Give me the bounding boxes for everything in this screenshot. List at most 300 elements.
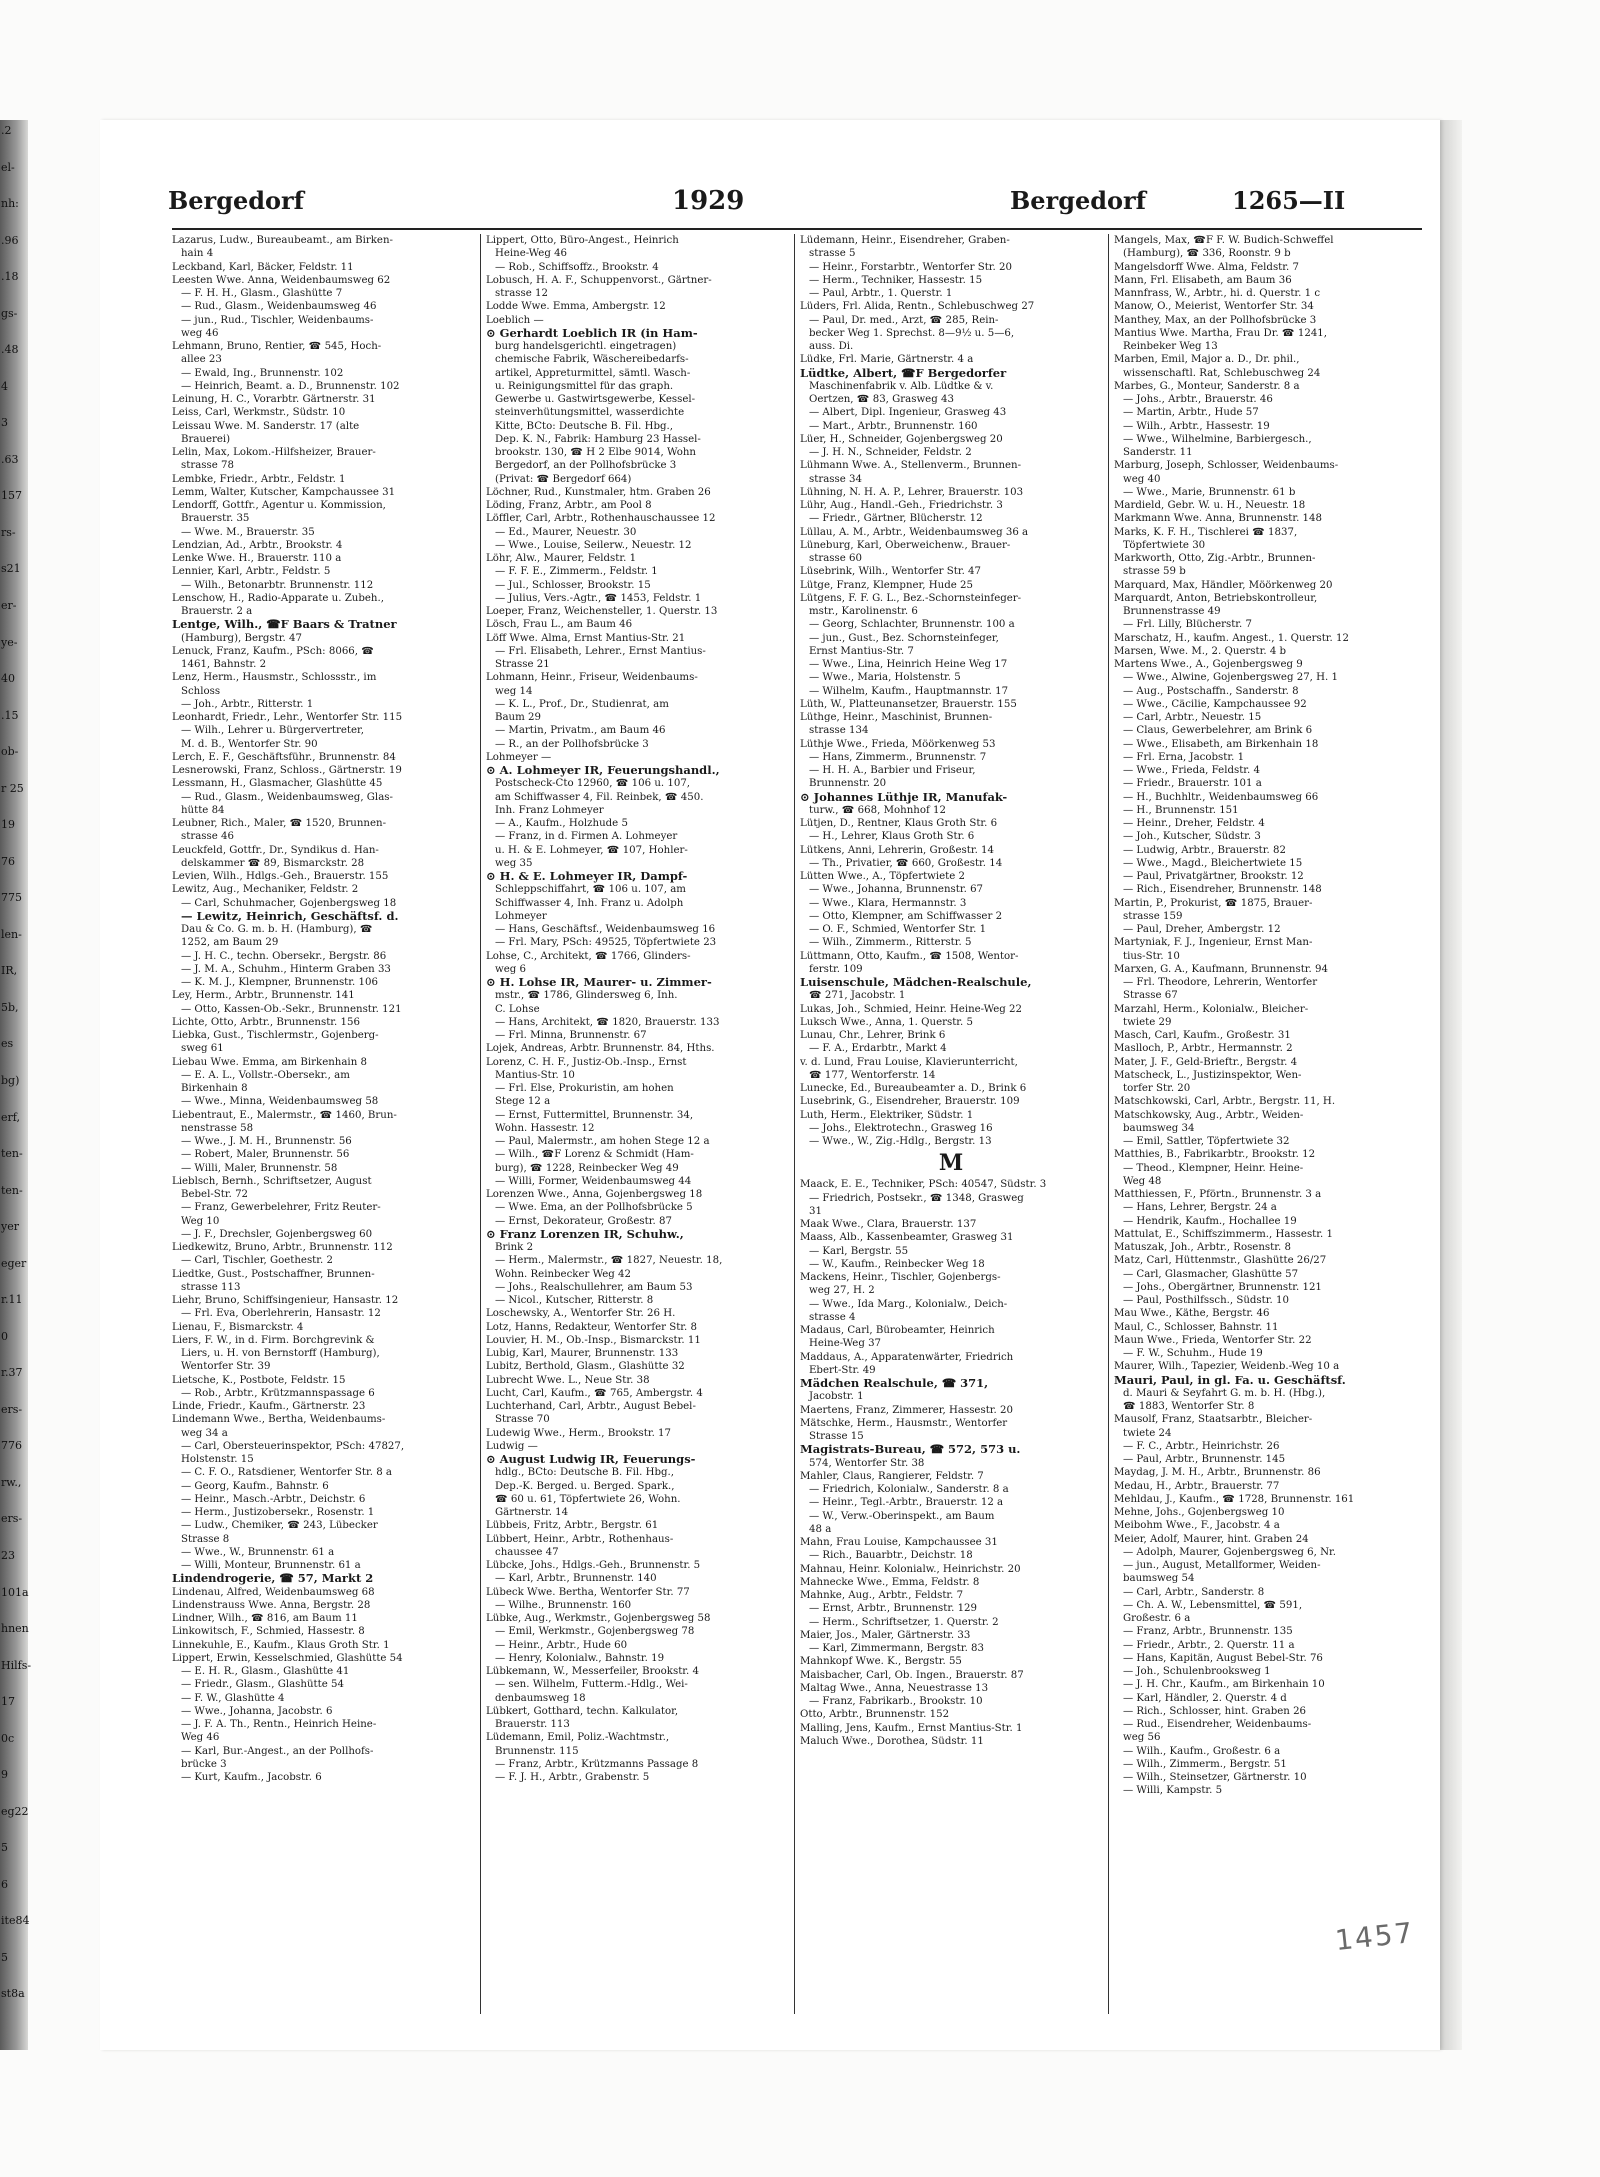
directory-entry: — J. F., Drechsler, Gojenbergsweg 60	[181, 1228, 373, 1240]
directory-entry: Liebau Wwe. Emma, am Birkenhain 8	[172, 1056, 367, 1068]
strip-fragment: 76	[1, 855, 15, 868]
directory-entry: ⊙ Gerhardt Loeblich IR (in Ham-	[486, 326, 698, 340]
directory-entry: Matschkowsky, Aug., Arbtr., Weiden-	[1114, 1109, 1304, 1121]
directory-entry: Heine-Weg 37	[809, 1338, 882, 1350]
directory-entry: — Emil, Werkmstr., Gojenbergsweg 78	[495, 1626, 695, 1638]
column-1	[172, 234, 474, 2024]
directory-entry: Meier, Adolf, Maurer, hint. Graben 24	[1114, 1533, 1309, 1545]
directory-entry: Lobusch, H. A. F., Schuppenvorst., Gärtner-	[486, 274, 712, 286]
directory-entry: Levien, Wilh., Hdlgs.-Geh., Brauerstr. 155	[172, 871, 389, 882]
directory-entry: — Carl, Obersteuerinspektor, PSch: 47827,	[181, 1440, 405, 1452]
strip-fragment: r.11	[1, 1293, 23, 1306]
directory-entry: strasse 46	[181, 831, 234, 843]
directory-entry: Töpfertwiete 30	[1123, 539, 1206, 551]
directory-entry: hain 4	[181, 248, 214, 260]
directory-entry: Lennier, Karl, Arbtr., Feldstr. 5	[172, 566, 331, 578]
directory-entry: Marbes, G., Monteur, Sanderstr. 8 a	[1114, 380, 1300, 392]
directory-entry: Lübbeis, Fritz, Arbtr., Bergstr. 61	[486, 1520, 659, 1532]
directory-entry: — jun., August, Metallformer, Weiden-	[1123, 1560, 1321, 1571]
directory-entry: Lüttmann, Otto, Kaufm., ☎ 1508, Wentor-	[800, 950, 1019, 962]
directory-entry: Lübkert, Gotthard, techn. Kalkulator,	[486, 1705, 679, 1717]
directory-entry: Lienau, F., Bismarckstr. 4	[172, 1321, 304, 1333]
directory-entry: ⊙ Franz Lorenzen IR, Schuhw.,	[486, 1227, 684, 1241]
directory-entry: — Wwe., Elisabeth, am Birkenhain 18	[1123, 738, 1319, 750]
directory-entry: — Rud., Eisendreher, Weidenbaums-	[1123, 1719, 1312, 1730]
directory-entry: strasse 78	[181, 460, 234, 472]
directory-entry: Lubrecht Wwe. L., Neue Str. 38	[486, 1374, 650, 1386]
directory-entry: — F. C., Arbtr., Heinrichstr. 26	[1123, 1440, 1280, 1452]
directory-entry: twiete 24	[1123, 1427, 1172, 1439]
directory-entry: — Willi, Monteur, Brunnenstr. 61 a	[181, 1560, 361, 1571]
directory-entry: — Carl, Glasmacher, Glashütte 57	[1123, 1268, 1299, 1280]
directory-entry: Lehmann, Bruno, Rentier, ☎ 545, Hoch-	[172, 341, 382, 352]
directory-entry: Mahnkopf Wwe. K., Bergstr. 55	[800, 1656, 962, 1668]
directory-entry: Lotz, Hanns, Redakteur, Wentorfer Str. 8	[486, 1321, 698, 1333]
directory-entry: Markmann Wwe. Anna, Brunnenstr. 148	[1114, 513, 1322, 525]
directory-entry: — Wwe., Cäcilie, Kampchaussee 92	[1123, 698, 1307, 710]
directory-entry: Mater, J. F., Geld-Brieftr., Bergstr. 4	[1114, 1056, 1298, 1068]
directory-entry: Lazarus, Ludw., Bureaubeamt., am Birken-	[172, 235, 393, 246]
directory-entry: tius-Str. 10	[1123, 950, 1180, 962]
strip-fragment: len-	[1, 928, 22, 941]
directory-entry: Liers, F. W., in d. Firm. Borchgrevink &	[172, 1334, 375, 1346]
directory-entry: — Wwe., Alwine, Gojenbergsweg 27, H. 1	[1123, 672, 1339, 684]
directory-entry: Maschinenfabrik v. Alb. Lüdtke & v.	[809, 380, 994, 392]
header-year: 1929	[672, 186, 745, 216]
directory-entry: Lichte, Otto, Arbtr., Brunnenstr. 156	[172, 1016, 360, 1028]
directory-entry: ☎ 271, Jacobstr. 1	[809, 990, 906, 1002]
directory-entry: — jun., Rud., Tischler, Weidenbaums-	[181, 314, 374, 326]
directory-entry: Lüdemann, Emil, Poliz.-Wachtmstr.,	[486, 1732, 670, 1744]
directory-entry: Strasse 70	[495, 1414, 550, 1426]
directory-entry: — J. H. N., Schneider, Feldstr. 2	[809, 447, 972, 458]
directory-entry: — Wwe., Wilhelmine, Barbiergesch.,	[1123, 433, 1312, 445]
directory-entry: — Rob., Schiffsoffz., Brookstr. 4	[495, 261, 659, 273]
directory-entry: Malling, Jens, Kaufm., Ernst Mantius-Str. 1	[800, 1722, 1023, 1734]
directory-entry: sweg 61	[181, 1043, 224, 1055]
directory-entry: Medau, H., Arbtr., Brauerstr. 77	[1114, 1480, 1280, 1492]
directory-entry: (Hamburg), ☎ 336, Roonstr. 9 b	[1123, 248, 1291, 260]
strip-fragment: ers-	[1, 1512, 23, 1525]
directory-entry: — Hans, Lehrer, Bergstr. 24 a	[1123, 1202, 1277, 1214]
directory-entry: Brunnenstr. 20	[809, 778, 887, 790]
directory-entry: — Friedr., Brauerstr. 101 a	[1123, 778, 1262, 790]
directory-entry: — F. A., Erdarbtr., Markt 4	[809, 1043, 947, 1055]
directory-entry: — Paul, Malermstr., am hohen Stege 12 a	[495, 1136, 710, 1147]
directory-entry: Stege 12 a	[495, 1096, 551, 1108]
directory-entry: Kitte, BCto: Deutsche B. Fil. Hbg.,	[495, 420, 673, 432]
directory-entry: — Joh., Arbtr., Ritterstr. 1	[181, 698, 314, 710]
directory-entry: Marquardt, Anton, Betriebskontrolleur,	[1114, 592, 1318, 604]
directory-entry: weg 14	[495, 685, 533, 697]
strip-fragment: 775	[1, 891, 22, 904]
directory-entry: — C. F. O., Ratsdiener, Wentorfer Str. 8 a	[181, 1467, 393, 1479]
directory-entry: — Wwe., Maria, Holstenstr. 5	[809, 672, 961, 684]
directory-entry: — Karl, Bur.-Angest., an der Pollhofs-	[181, 1745, 374, 1757]
strip-fragment: rw.,	[1, 1476, 22, 1489]
directory-entry: Lohmeyer	[495, 910, 547, 922]
strip-fragment: 6	[1, 1878, 8, 1891]
directory-entry: — Frl. Elisabeth, Lehrer., Ernst Mantius-	[495, 645, 706, 657]
directory-entry: Bergedorf, an der Pollhofsbrücke 3	[495, 460, 677, 472]
strip-fragment: ten-	[1, 1184, 23, 1197]
directory-entry: Bebel-Str. 72	[181, 1189, 249, 1200]
directory-entry: Brauerstr. 35	[181, 513, 250, 525]
handwritten-archive-number: 1457	[1333, 1915, 1416, 1958]
directory-entry: Mangelsdorff Wwe. Alma, Feldstr. 7	[1114, 261, 1299, 273]
directory-entry: Weg 48	[1123, 1175, 1162, 1187]
directory-entry: Strasse 21	[495, 659, 550, 670]
directory-entry: — Friedr., Glasm., Glashütte 54	[181, 1679, 344, 1691]
directory-entry: nenstrasse 58	[181, 1122, 254, 1134]
directory-entry: Mehne, Johs., Gojenbergsweg 10	[1114, 1507, 1285, 1518]
column-2	[486, 234, 788, 2024]
strip-fragment: 40	[1, 672, 15, 685]
directory-entry: strasse 12	[495, 288, 548, 299]
directory-entry: — Wilhelm, Kaufm., Hauptmannstr. 17	[809, 685, 1009, 697]
directory-entry: Lubig, Karl, Maurer, Brunnenstr. 133	[486, 1348, 679, 1359]
directory-entry: Lojek, Andreas, Arbtr. Brunnenstr. 84, Hths.	[486, 1043, 715, 1055]
directory-entry: Masch, Carl, Kaufm., Großestr. 31	[1114, 1030, 1291, 1041]
adjacent-page-strip	[0, 120, 32, 2050]
directory-entry: Lenschow, H., Radio-Apparate u. Zubeh.,	[172, 592, 384, 604]
directory-entry: — Johs., Realschullehrer, am Baum 53	[495, 1281, 693, 1293]
directory-entry: — Wilh., Lehrer u. Bürgervertreter,	[181, 725, 365, 737]
directory-entry: — Hans, Architekt, ☎ 1820, Brauerstr. 133	[495, 1016, 720, 1028]
directory-entry: Dep. K. N., Fabrik: Hamburg 23 Hassel-	[495, 433, 701, 445]
directory-entry: Meibohm Wwe., F., Jacobstr. 4 a	[1114, 1520, 1280, 1532]
directory-entry: becker Weg 1. Sprechst. 8—9½ u. 5—6,	[809, 327, 1015, 339]
directory-entry: Lodde Wwe. Emma, Ambergstr. 12	[486, 301, 666, 313]
directory-entry: — H. H. A., Barbier und Friseur,	[809, 765, 976, 776]
directory-entry: Mantius-Str. 10	[495, 1069, 575, 1081]
directory-entry: v. d. Lund, Frau Louise, Klavierunterricht,	[800, 1056, 1018, 1068]
directory-entry: — W., Kaufm., Reinbecker Weg 18	[809, 1258, 985, 1270]
directory-entry: Mardield, Gebr. W. u. H., Neuestr. 18	[1114, 500, 1306, 511]
directory-entry: — Franz, Arbtr., Krützmanns Passage 8	[495, 1758, 699, 1770]
directory-entry: Lütgens, F. F. G. L., Bez.-Schornsteinfeger-	[800, 592, 1022, 604]
directory-entry: Wentorfer Str. 39	[181, 1361, 271, 1373]
directory-entry: Lüth, W., Platteunansetzer, Brauerstr. 155	[800, 698, 1017, 710]
directory-entry: Leesten Wwe. Anna, Weidenbaumsweg 62	[172, 274, 391, 286]
directory-entry: — J. H. C., techn. Obersekr., Bergstr. 86	[181, 950, 387, 962]
directory-entry: 31	[809, 1205, 822, 1217]
directory-entry: — Heinr., Tegl.-Arbtr., Brauerstr. 12 a	[809, 1497, 1004, 1509]
directory-entry: — Willi, Former, Weidenbaumsweg 44	[495, 1175, 692, 1187]
directory-entry: Schleppschiffahrt, ☎ 106 u. 107, am	[495, 884, 686, 896]
directory-entry: — Henry, Kolonialw., Bahnstr. 19	[495, 1652, 665, 1664]
directory-entry: — Friedr., Gärtner, Blücherstr. 12	[809, 513, 983, 525]
directory-entry: — R., an der Pollhofsbrücke 3	[495, 738, 649, 750]
directory-entry: — Wwe., W., Zig.-Hdlg., Bergstr. 13	[809, 1136, 992, 1147]
directory-entry: Martyniak, F. J., Ingenieur, Ernst Man-	[1114, 937, 1313, 949]
column-divider	[794, 234, 795, 2014]
directory-entry: baumsweg 54	[1123, 1573, 1195, 1585]
directory-entry: — Karl, Bergstr. 55	[809, 1245, 909, 1257]
strip-fragment: Hilfs-	[1, 1659, 32, 1672]
directory-entry: Löff Wwe. Alma, Ernst Mantius-Str. 21	[486, 632, 686, 644]
section-letter: M	[938, 1150, 964, 1177]
directory-entry: — Carl, Tischler, Goethestr. 2	[181, 1255, 333, 1267]
directory-entry: Lütge, Franz, Klempner, Hude 25	[800, 579, 973, 591]
directory-entry: Weg 10	[181, 1215, 220, 1227]
directory-entry: u. H. & E. Lohmeyer, ☎ 107, Hohler-	[495, 844, 688, 856]
strip-fragment: erf,	[1, 1111, 20, 1124]
directory-entry: — Lewitz, Heinrich, Geschäftsf. d.	[181, 909, 399, 923]
directory-entry: weg 46	[181, 327, 219, 339]
directory-entry: — Wilhe., Brunnenstr. 160	[495, 1599, 632, 1611]
directory-entry: — Paul, Privatgärtner, Brookstr. 12	[1123, 871, 1304, 882]
directory-entry: 574, Wentorfer Str. 38	[809, 1457, 925, 1469]
directory-entry: Brauerstr. 113	[495, 1719, 570, 1730]
directory-entry: turw., ☎ 668, Mohnhof 12	[809, 804, 946, 816]
directory-entry: Lerch, E. F., Geschäftsführ., Brunnenstr. 84	[172, 751, 396, 763]
directory-entry: Mehldau, J., Kaufm., ☎ 1728, Brunnenstr. 161	[1114, 1493, 1355, 1505]
directory-entry: u. Reinigungsmittel für das graph.	[495, 380, 674, 392]
strip-fragment: IR,	[1, 964, 18, 977]
strip-fragment: .15	[1, 709, 19, 722]
strip-fragment: eg22	[1, 1805, 29, 1818]
directory-entry: Lendorff, Gottfr., Agentur u. Kommission,	[172, 500, 386, 511]
strip-fragment: 4	[1, 380, 8, 393]
directory-entry: — Ewald, Ing., Brunnenstr. 102	[181, 367, 344, 379]
directory-entry: weg 34 a	[181, 1427, 228, 1439]
directory-entry: — Ch. A. W., Lebensmittel, ☎ 591,	[1123, 1599, 1303, 1611]
directory-entry: — J. M. A., Schuhm., Hinterm Graben 33	[181, 963, 391, 975]
directory-entry: Maurer, Wilh., Tapezier, Weidenb.-Weg 10 a	[1114, 1361, 1340, 1373]
directory-entry: — Jul., Schlosser, Brookstr. 15	[495, 579, 651, 591]
directory-entry: Sanderstr. 11	[1123, 447, 1193, 458]
strip-fragment: 17	[1, 1695, 15, 1708]
directory-entry: — A., Kaufm., Holzhude 5	[495, 818, 628, 829]
directory-entry: — Frl. Erna, Jacobstr. 1	[1123, 751, 1245, 763]
directory-entry: Leiss, Carl, Werkmstr., Südstr. 10	[172, 407, 346, 419]
directory-entry: Maack, E. E., Techniker, PSch: 40547, Südstr. 3	[800, 1179, 1047, 1191]
directory-entry: Ernst Mantius-Str. 7	[809, 645, 914, 657]
directory-entry: Inh. Franz Lohmeyer	[495, 804, 604, 816]
directory-entry: — Franz, in d. Firmen A. Lohmeyer	[495, 831, 678, 843]
directory-entry: Maul, C., Schlosser, Bahnstr. 11	[1114, 1321, 1279, 1333]
directory-entry: strasse 59 b	[1123, 566, 1186, 578]
directory-entry: — Carl, Schuhmacher, Gojenbergsweg 18	[181, 897, 397, 909]
strip-fragment: 101a	[1, 1586, 29, 1599]
directory-entry: — E. A. L., Vollstr.-Obersekr., am	[181, 1069, 350, 1081]
directory-entry: Matthies, B., Fabrikarbtr., Brookstr. 12	[1114, 1149, 1316, 1161]
directory-entry: Marben, Emil, Major a. D., Dr. phil.,	[1114, 354, 1300, 366]
directory-entry: steinverhütungsmittel, wasserdichte	[495, 407, 685, 419]
directory-entry: Luksch Wwe., Anna, 1. Querstr. 5	[800, 1016, 973, 1028]
header-right-title: Bergedorf	[1010, 186, 1147, 215]
directory-entry: — Heinr., Arbtr., Hude 60	[495, 1639, 628, 1651]
strip-fragment: r.37	[1, 1366, 23, 1379]
directory-entry: Lohmann, Heinr., Friseur, Weidenbaums-	[486, 672, 698, 684]
directory-entry: Lohmeyer —	[486, 751, 552, 763]
directory-entry: Mausolf, Franz, Staatsarbtr., Bleicher-	[1114, 1414, 1313, 1426]
directory-entry: Gewerbe u. Gastwirtsgewerbe, Kessel-	[495, 394, 696, 405]
directory-entry: — Wwe., Minna, Weidenbaumsweg 58	[181, 1096, 379, 1108]
directory-entry: C. Lohse	[495, 1003, 540, 1015]
strip-fragment: bg)	[1, 1074, 20, 1087]
directory-entry: — Hendrik, Kaufm., Hochallee 19	[1123, 1215, 1297, 1227]
directory-entry: Mahnau, Heinr. Kolonialw., Heinrichstr. 20	[800, 1563, 1021, 1575]
strip-fragment: es	[1, 1037, 14, 1050]
directory-entry: Luth, Herm., Elektriker, Südstr. 1	[800, 1109, 974, 1121]
directory-entry: Birkenhain 8	[181, 1083, 248, 1094]
directory-entry: — Rich., Schlosser, hint. Graben 26	[1123, 1705, 1307, 1717]
directory-entry: Lewitz, Aug., Mechaniker, Feldstr. 2	[172, 884, 359, 896]
directory-entry: Madaus, Carl, Bürobeamter, Heinrich	[800, 1325, 995, 1336]
directory-entry: Lüneburg, Karl, Oberweichenw., Brauer-	[800, 539, 1011, 551]
directory-entry: — Karl, Händler, 2. Querstr. 4 d	[1123, 1692, 1287, 1704]
directory-entry: Mattulat, E., Schiffszimmerm., Hassestr. 1	[1114, 1228, 1333, 1240]
directory-entry: — Frl. Else, Prokuristin, am hohen	[495, 1083, 674, 1094]
directory-entry: Loeblich —	[486, 314, 544, 326]
directory-entry: Liehr, Bruno, Schiffsingenieur, Hansastr. 12	[172, 1295, 399, 1306]
directory-entry: — E. H. R., Glasm., Glashütte 41	[181, 1666, 350, 1677]
strip-fragment: 3	[1, 416, 8, 429]
directory-entry: Lüsebrink, Wilh., Wentorfer Str. 47	[800, 566, 982, 578]
directory-entry: — Nicol., Kutscher, Ritterstr. 8	[495, 1295, 654, 1306]
directory-entry: Schloss	[181, 685, 221, 697]
directory-entry: baumsweg 34	[1123, 1122, 1195, 1134]
directory-entry: Martin, P., Prokurist, ☎ 1875, Brauer-	[1114, 897, 1313, 909]
directory-entry: Dau & Co. G. m. b. H. (Hamburg), ☎	[181, 924, 373, 935]
directory-entry: — Wwe. M., Brauerstr. 35	[181, 526, 315, 538]
directory-entry: weg 35	[495, 857, 533, 869]
directory-entry: — Frl. Minna, Brunnenstr. 67	[495, 1030, 647, 1041]
directory-entry: Lüer, H., Schneider, Gojenbergsweg 20	[800, 433, 1003, 445]
strip-fragment: s21	[1, 562, 21, 575]
directory-entry: Loeper, Franz, Weichensteller, 1. Querstr. 13	[486, 606, 718, 617]
directory-entry: Lentge, Wilh., ☎F Baars & Tratner	[172, 618, 397, 632]
directory-entry: — Ernst, Arbtr., Brunnenstr. 129	[809, 1603, 978, 1615]
directory-entry: — Johs., Elektrotechn., Grasweg 16	[809, 1122, 993, 1134]
directory-entry: — Wwe., J. M. H., Brunnenstr. 56	[181, 1136, 352, 1147]
directory-entry: Baum 29	[495, 712, 541, 723]
directory-entry: Marks, K. F. H., Tischlerei ☎ 1837,	[1114, 526, 1298, 538]
directory-entry: — jun., Gust., Bez. Schornsteinfeger,	[809, 632, 999, 644]
directory-entry: — F. W., Glashütte 4	[181, 1692, 285, 1704]
directory-entry: — Wilh., Arbtr., Hassestr. 19	[1123, 420, 1270, 432]
directory-entry: Lüdtke, Albert, ☎F Bergedorfer	[800, 366, 1007, 380]
directory-entry: brücke 3	[181, 1758, 227, 1770]
directory-entry: — Frl. Lilly, Blücherstr. 7	[1123, 619, 1253, 631]
directory-entry: mstr., ☎ 1786, Glindersweg 6, Inh.	[495, 990, 678, 1002]
directory-entry: — Joh., Schulenbrooksweg 1	[1123, 1666, 1271, 1677]
directory-entry: — Wwe., W., Brunnenstr. 61 a	[181, 1546, 335, 1558]
directory-entry: — Rich., Eisendreher, Brunnenstr. 148	[1123, 884, 1322, 896]
strip-fragment: 157	[1, 489, 22, 502]
directory-entry: — O. F., Schmied, Wentorfer Str. 1	[809, 924, 987, 935]
directory-entry: Mauri, Paul, in gl. Fa. u. Geschäftsf.	[1114, 1373, 1346, 1387]
directory-entry: Mätschke, Herm., Hausmstr., Wentorfer	[800, 1417, 1008, 1429]
directory-entry: — Hans, Geschäftsf., Weidenbaumsweg 16	[495, 924, 716, 935]
directory-entry: (Hamburg), Bergstr. 47	[181, 632, 302, 644]
directory-entry: Leckband, Karl, Bäcker, Feldstr. 11	[172, 261, 354, 273]
directory-entry: — Wwe., Johanna, Jacobstr. 6	[181, 1705, 333, 1717]
strip-fragment: 0	[1, 1330, 8, 1343]
directory-entry: — Paul, Posthilfssch., Südstr. 10	[1123, 1295, 1289, 1306]
directory-entry: twiete 29	[1123, 1016, 1172, 1028]
directory-entry: am Schiffwasser 4, Fil. Reinbek, ☎ 450.	[495, 791, 704, 803]
directory-entry: — J. F. A. Th., Rentn., Heinrich Heine-	[181, 1719, 377, 1730]
directory-entry: Lütjen, D., Rentner, Klaus Groth Str. 6	[800, 818, 998, 829]
directory-entry: — Willi, Kampstr. 5	[1123, 1785, 1223, 1797]
directory-entry: Lietsche, K., Postbote, Feldstr. 15	[172, 1374, 346, 1386]
directory-entry: Leissau Wwe. M. Sanderstr. 17 (alte	[172, 420, 360, 432]
directory-entry: Brauerstr. 2 a	[181, 606, 253, 617]
directory-entry: M. d. B., Wentorfer Str. 90	[181, 738, 318, 750]
directory-entry: — Wwe., Marie, Brunnenstr. 61 b	[1123, 486, 1296, 498]
directory-entry: — Wilh., Kaufm., Großestr. 6 a	[1123, 1745, 1281, 1757]
directory-entry: Maydag, J. M. H., Arbtr., Brunnenstr. 86	[1114, 1467, 1321, 1479]
directory-entry: — Herm., Techniker, Hassestr. 15	[809, 274, 983, 286]
directory-entry: — Rud., Glasm., Weidenbaumsweg, Glas-	[181, 791, 393, 803]
directory-entry: Lusebrink, G., Eisendreher, Brauerstr. 109	[800, 1096, 1020, 1108]
directory-entry: chaussee 47	[495, 1546, 559, 1558]
directory-entry: Jacobstr. 1	[809, 1391, 864, 1403]
directory-entry: Lüders, Frl. Alida, Rentn., Schlebuschweg 27	[800, 301, 1035, 313]
directory-entry: — Herm., Malermstr., ☎ 1827, Neuestr. 18,	[495, 1255, 723, 1267]
directory-entry: — Ed., Maurer, Neuestr. 30	[495, 526, 637, 538]
directory-entry: Lösch, Frau L., am Baum 46	[486, 619, 633, 631]
column-4	[1114, 234, 1422, 2024]
directory-entry: mstr., Karolinenstr. 6	[809, 606, 918, 617]
directory-entry: — Ludw., Chemiker, ☎ 243, Lübecker	[181, 1520, 378, 1532]
directory-entry: Mackens, Heinr., Tischler, Gojenbergs-	[800, 1272, 1001, 1283]
directory-entry: ⊙ August Ludwig IR, Feuerungs-	[486, 1453, 696, 1466]
strip-fragment: 5	[1, 1841, 8, 1854]
directory-entry: Holstenstr. 15	[181, 1454, 254, 1465]
strip-fragment: 5	[1, 1951, 8, 1964]
directory-entry: Lemm, Walter, Kutscher, Kampchaussee 31	[172, 486, 396, 498]
strip-fragment: .48	[1, 343, 19, 356]
directory-entry: Marzahl, Herm., Kolonialw., Bleicher-	[1114, 1003, 1309, 1015]
directory-entry: — W., Verw.-Oberinspekt., am Baum	[809, 1510, 995, 1522]
directory-entry: Mau Wwe., Käthe, Bergstr. 46	[1114, 1308, 1270, 1320]
directory-entry: — Johs., Arbtr., Brauerstr. 46	[1123, 394, 1273, 405]
directory-entry: Gärtnerstr. 14	[495, 1507, 569, 1518]
directory-entry: Lunecke, Ed., Bureaubeamter a. D., Brink 6	[800, 1083, 1027, 1094]
strip-fragment: 19	[1, 818, 15, 831]
directory-entry: Manow, O., Meierist, Wentorfer Str. 34	[1114, 301, 1314, 313]
directory-entry: Mantius Wwe. Martha, Frau Dr. ☎ 1241,	[1114, 327, 1328, 339]
directory-entry: — Wwe., Ida Marg., Kolonialw., Deich-	[809, 1298, 1008, 1310]
directory-entry: — J. H. Chr., Kaufm., am Birkenhain 10	[1123, 1679, 1325, 1691]
directory-entry: Lühmann Wwe. A., Stellenverm., Brunnen-	[800, 460, 1022, 472]
strip-fragment: .2	[1, 124, 12, 137]
directory-entry: Schiffwasser 4, Inh. Franz u. Adolph	[495, 897, 684, 909]
directory-entry: — Ludwig, Arbtr., Brauerstr. 82	[1123, 844, 1286, 856]
directory-entry: Leinung, H. C., Vorarbtr. Gärtnerstr. 31	[172, 394, 376, 405]
directory-entry: Lubitz, Berthold, Glasm., Glashütte 32	[486, 1361, 685, 1373]
directory-entry: — Paul, Arbtr., Brunnenstr. 145	[1123, 1454, 1286, 1465]
directory-entry: Ludwig —	[486, 1440, 538, 1452]
directory-entry: Martens Wwe., A., Gojenbergsweg 9	[1114, 659, 1303, 670]
directory-entry: Oertzen, ☎ 83, Grasweg 43	[809, 394, 954, 405]
directory-entry: Lüdke, Frl. Marie, Gärtnerstr. 4 a	[800, 354, 974, 366]
directory-entry: — Martin, Arbtr., Hude 57	[1123, 407, 1259, 419]
directory-entry: Lenz, Herm., Hausmstr., Schlossstr., im	[172, 672, 377, 684]
directory-entry: — Franz, Fabrikarb., Brookstr. 10	[809, 1696, 983, 1707]
directory-entry: Lindemann Wwe., Bertha, Weidenbaums-	[172, 1414, 386, 1426]
directory-entry: — Julius, Vers.-Agtr., ☎ 1453, Feldstr. 1	[495, 592, 702, 604]
directory-entry: ferstr. 109	[809, 963, 863, 975]
directory-entry: Maass, Alb., Kassenbeamter, Grasweg 31	[800, 1232, 1014, 1244]
directory-entry: Mahler, Claus, Rangierer, Feldstr. 7	[800, 1470, 984, 1482]
directory-entry: Marxen, G. A., Kaufmann, Brunnenstr. 94	[1114, 963, 1329, 975]
directory-entry: Lippert, Otto, Büro-Angest., Heinrich	[486, 235, 679, 246]
